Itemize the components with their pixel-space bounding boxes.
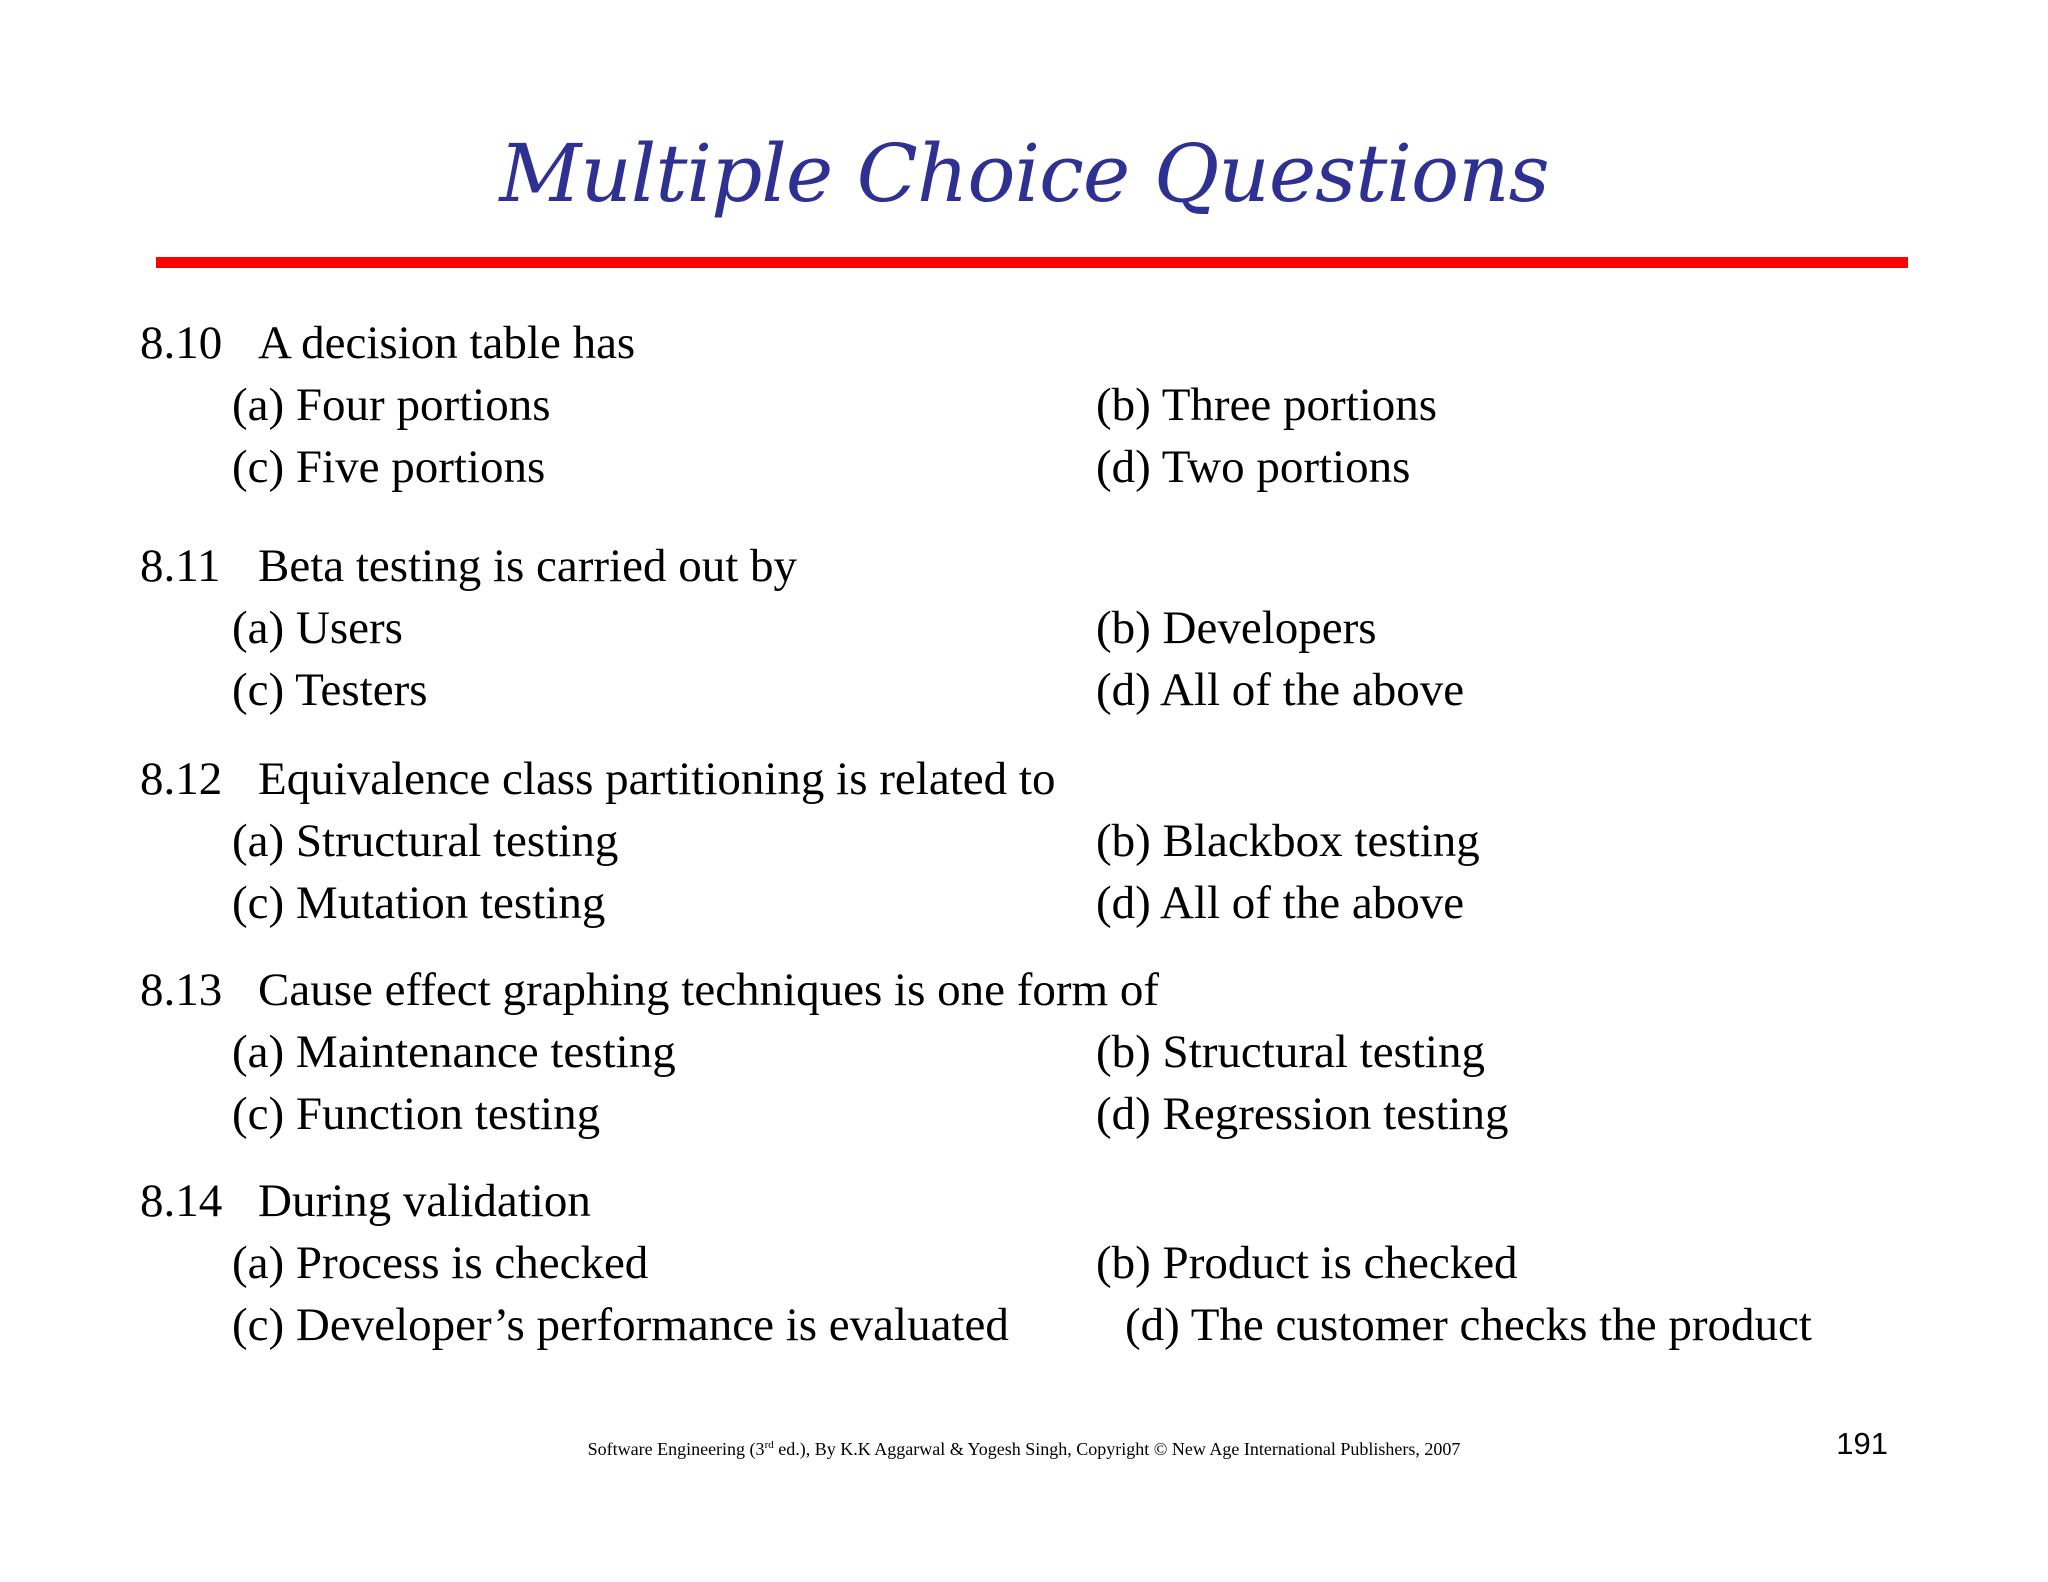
option-d: (d) All of the above	[1096, 664, 1465, 716]
slide-title: Multiple Choice Questions	[499, 127, 1549, 220]
option-b: (b) Blackbox testing	[1096, 815, 1480, 867]
question-text: A decision table has	[258, 317, 636, 369]
option-d: (d) Regression testing	[1096, 1088, 1509, 1140]
option-c: (c) Five portions	[232, 441, 546, 493]
option-c: (c) Developer’s performance is evaluated	[232, 1299, 1009, 1351]
option-c: (c) Function testing	[232, 1088, 601, 1140]
question-8-11	[140, 535, 797, 597]
option-a: (a) Four portions	[232, 379, 551, 431]
question-8-14	[140, 1170, 591, 1232]
question-number: 8.11	[140, 540, 221, 592]
question-text: Beta testing is carried out by	[258, 540, 798, 592]
title-divider	[156, 257, 1908, 268]
option-d: (d) The customer checks the product	[1125, 1299, 1812, 1351]
option-a: (a) Process is checked	[232, 1237, 649, 1289]
question-text: Equivalence class partitioning is related to	[258, 753, 1056, 805]
page-number: 191	[1836, 1426, 1888, 1461]
question-8-13	[140, 959, 1159, 1021]
option-c: (c) Mutation testing	[232, 877, 606, 929]
footer-sup: rd	[764, 1439, 774, 1451]
option-a: (a) Maintenance testing	[232, 1026, 676, 1078]
option-b: (b) Product is checked	[1096, 1237, 1518, 1289]
question-text: Cause effect graphing techniques is one form of	[258, 964, 1159, 1016]
question-number: 8.14	[140, 1175, 223, 1227]
option-c: (c) Testers	[232, 664, 428, 716]
question-number: 8.13	[140, 964, 223, 1016]
question-number: 8.12	[140, 753, 223, 805]
option-a: (a) Structural testing	[232, 815, 619, 867]
option-b: (b) Developers	[1096, 602, 1377, 654]
option-d: (d) Two portions	[1096, 441, 1411, 493]
question-8-12	[140, 748, 1055, 810]
question-text: During validation	[258, 1175, 591, 1227]
option-b: (b) Structural testing	[1096, 1026, 1485, 1078]
footer-prefix: Software Engineering (3	[587, 1439, 765, 1459]
footer-suffix: ed.), By K.K Aggarwal & Yogesh Singh, Copyright © New Age International Publishers, 2007	[773, 1439, 1461, 1459]
question-number: 8.10	[140, 317, 223, 369]
option-a: (a) Users	[232, 602, 403, 654]
question-8-10	[140, 312, 635, 374]
option-b: (b) Three portions	[1096, 379, 1438, 431]
footer-citation	[0, 1437, 2048, 1461]
option-d: (d) All of the above	[1096, 877, 1465, 929]
